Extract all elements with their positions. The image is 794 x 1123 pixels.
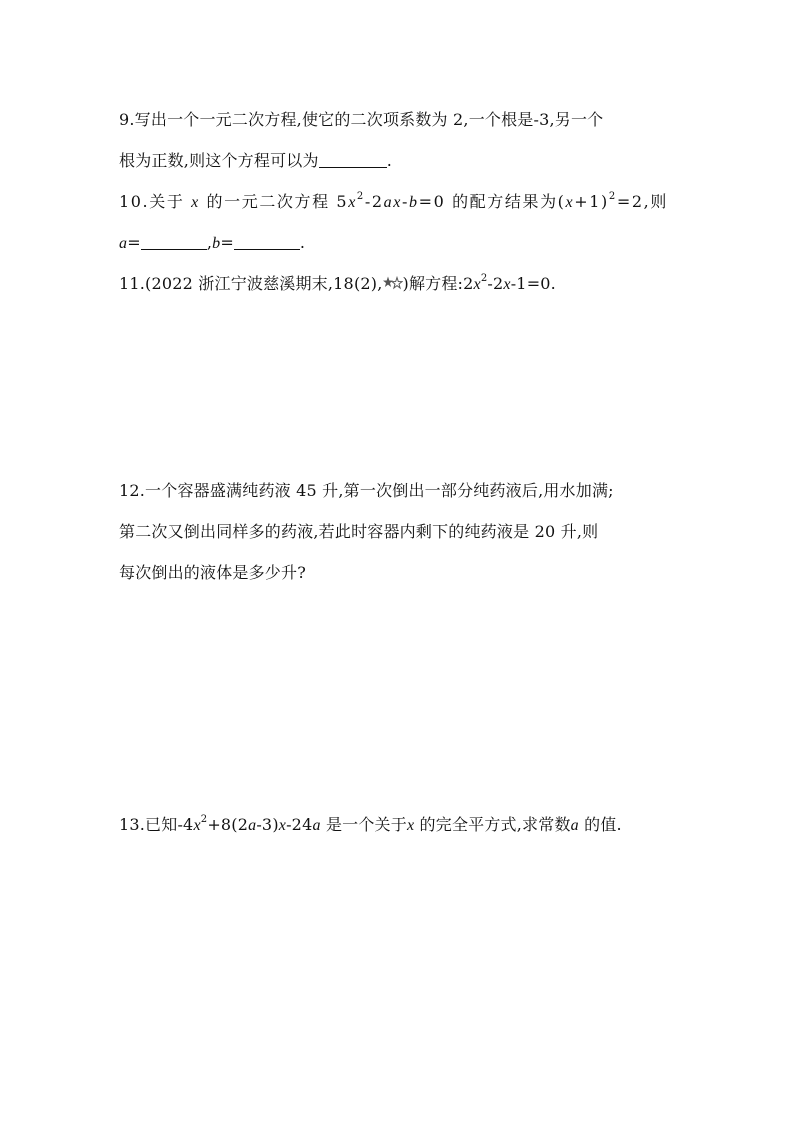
exponent: 2 (480, 272, 488, 284)
variable-x: x (393, 194, 402, 211)
variable-a: a (383, 194, 394, 211)
question-11-text: -1=0. (510, 274, 556, 293)
question-13-text: -24 (286, 815, 313, 834)
question-12-line-1 (119, 481, 614, 501)
question-12-line-2 (119, 522, 598, 542)
question-13-text: 的值. (578, 815, 622, 834)
question-10-line-1 (119, 192, 668, 213)
variable-x: x (565, 194, 575, 211)
question-11-source: 11.(2022 浙江宁波慈溪期末,18(2), (119, 274, 383, 293)
question-9-end: . (386, 151, 392, 170)
question-13-text: -3) (256, 815, 279, 834)
variable-x: x (348, 194, 357, 211)
question-12-text: 每次倒出的液体是多少升? (119, 563, 306, 582)
variable-a: a (119, 235, 128, 252)
question-10-text: -2 (364, 192, 384, 211)
question-12-text: 第二次又倒出同样多的药液,若此时容器内剩下的纯药液是 20 升,则 (119, 522, 599, 541)
question-10-text: - (401, 192, 409, 211)
answer-blank-q9[interactable] (319, 153, 387, 168)
exponent: 2 (356, 190, 365, 202)
question-10-text: +1) (574, 192, 609, 211)
question-9-text: 9.写出一个一元二次方程,使它的二次项系数为 2,一个根是-3,另一个 (119, 110, 604, 129)
variable-x: x (193, 817, 201, 834)
question-10-prefix: 10.关于 (119, 192, 185, 211)
variable-x: x (278, 817, 287, 834)
variable-x: x (473, 276, 481, 293)
question-13-text: 的完全平方式,求常数 (414, 815, 571, 834)
period: . (299, 233, 306, 252)
question-11-line (119, 274, 556, 295)
question-13-text: 13.已知-4 (119, 815, 194, 834)
variable-b: b (212, 235, 221, 252)
variable-x: x (503, 276, 511, 293)
answer-blank-b[interactable] (234, 235, 300, 250)
exponent: 2 (608, 190, 617, 202)
variable-a: a (570, 817, 579, 834)
question-10-text: 的一元二次方程 5 (206, 192, 349, 211)
question-11-text: -2 (487, 274, 504, 293)
question-10-line-2 (119, 233, 305, 254)
answer-blank-a[interactable] (141, 235, 207, 250)
comma: , (206, 233, 213, 252)
question-13-line (119, 815, 622, 836)
question-13-text: 是一个关于 (320, 815, 407, 834)
difficulty-stars-icon (383, 276, 403, 290)
equals-sign: = (127, 233, 141, 252)
question-9-line-2 (119, 151, 392, 171)
question-12-line-3 (119, 563, 306, 583)
question-9-text-2: 根为正数,则这个方程可以为 (119, 151, 319, 170)
exponent: 2 (200, 813, 208, 825)
variable-a: a (312, 817, 321, 834)
variable-x: x (406, 817, 415, 834)
question-13-text: +8(2 (207, 815, 249, 834)
question-10-text: =2,则 (616, 192, 668, 211)
question-12-text: 12.一个容器盛满纯药液 45 升,第一次倒出一部分纯药液后,用水加满; (119, 481, 614, 500)
question-10-text: =0 的配方结果为( (418, 192, 566, 211)
question-11-text: )解方程:2 (402, 274, 474, 293)
equals-sign: = (220, 233, 234, 252)
variable-x: x (191, 194, 200, 211)
question-9-line-1 (119, 110, 603, 130)
variable-a: a (248, 817, 257, 834)
variable-b: b (409, 194, 419, 211)
